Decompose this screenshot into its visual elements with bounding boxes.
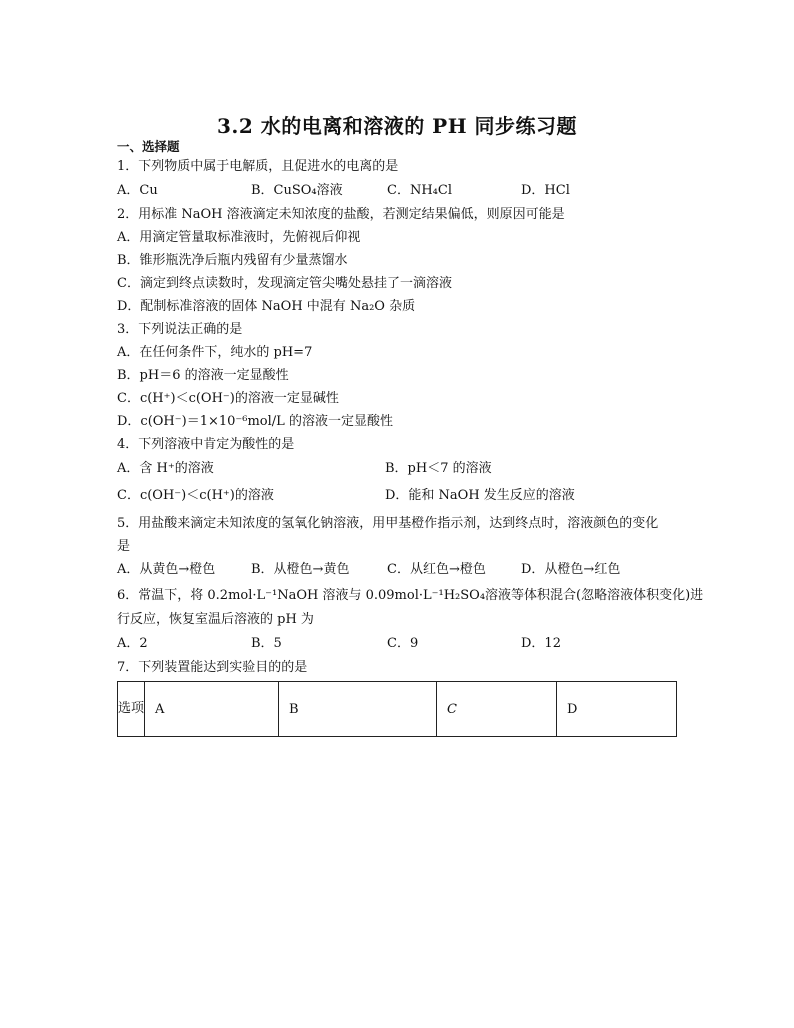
question-4-stem: 4．下列溶液中肯定为酸性的是 xyxy=(117,437,295,452)
question-1-option-c: C．NH₄Cl xyxy=(387,183,452,198)
question-2-stem: 2．用标准 NaOH 溶液滴定未知浓度的盐酸，若测定结果偏低，则原因可能是 xyxy=(117,207,565,222)
question-2-option-b: B．锥形瓶洗净后瓶内残留有少量蒸馏水 xyxy=(117,253,348,268)
question-4-option-c: C．c(OH⁻)＜c(H⁺)的溶液 xyxy=(117,488,274,503)
question-6-option-b: B．5 xyxy=(251,636,282,651)
question-2-option-c: C．滴定到终点读数时，发现滴定管尖嘴处悬挂了一滴溶液 xyxy=(117,276,452,291)
question-4-option-b: B．pH＜7 的溶液 xyxy=(385,461,492,476)
question-7-stem: 7．下列装置能达到实验目的的是 xyxy=(117,660,308,675)
options-table xyxy=(117,681,677,737)
question-5-option-a: A．从黄色→橙色 xyxy=(117,562,216,577)
question-1-option-d: D．HCl xyxy=(521,183,570,198)
question-6-option-a: A．2 xyxy=(117,636,148,651)
question-3-option-a: A．在任何条件下，纯水的 pH=7 xyxy=(117,345,313,360)
question-1-option-b: B．CuSO₄溶液 xyxy=(251,183,343,198)
question-4-option-a: A．含 H⁺的溶液 xyxy=(117,461,214,476)
table-cell-d: D xyxy=(567,701,578,717)
table-cell-a: A xyxy=(145,682,279,736)
question-5-option-b: B．从橙色→黄色 xyxy=(251,562,350,577)
table-cell-b: B xyxy=(279,682,437,736)
question-2-option-d: D．配制标准溶液的固体 NaOH 中混有 Na₂O 杂质 xyxy=(117,299,416,314)
question-3-stem: 3．下列说法正确的是 xyxy=(117,322,243,337)
section-heading: 一、选择题 xyxy=(117,139,180,154)
question-6-option-d: D．12 xyxy=(521,636,561,651)
question-3-option-c: C．c(H⁺)＜c(OH⁻)的溶液一定显碱性 xyxy=(117,391,339,406)
question-6-stem-line2: 行反应，恢复室温后溶液的 pH 为 xyxy=(117,612,314,627)
question-2-option-a: A．用滴定管量取标准液时，先俯视后仰视 xyxy=(117,230,361,245)
question-3-option-d: D．c(OH⁻)＝1×10⁻⁶mol/L 的溶液一定显酸性 xyxy=(117,414,393,429)
question-5-stem-line2: 是 xyxy=(117,539,131,554)
table-cell-c: C xyxy=(437,682,557,736)
question-6-stem-line1: 6．常温下，将 0.2mol·L⁻¹NaOH 溶液与 0.09mol·L⁻¹H₂SO₄溶液等体积混合(忽略溶液体积变化)进 xyxy=(117,588,704,603)
page-title: 3.2 水的电离和溶液的 PH 同步练习题 xyxy=(216,114,578,138)
question-1-option-a: A．Cu xyxy=(117,183,158,198)
question-5-option-c: C．从红色→橙色 xyxy=(387,562,486,577)
question-3-option-b: B．pH＝6 的溶液一定显酸性 xyxy=(117,368,289,383)
question-4-option-d: D．能和 NaOH 发生反应的溶液 xyxy=(385,488,575,503)
question-5-option-d: D．从橙色→红色 xyxy=(521,562,621,577)
table-header-cell: 选项 xyxy=(118,682,145,736)
question-5-stem-line1: 5．用盐酸来滴定未知浓度的氢氧化钠溶液，用甲基橙作指示剂，达到终点时，溶液颜色的变化 xyxy=(117,516,659,531)
question-1-stem: 1．下列物质中属于电解质，且促进水的电离的是 xyxy=(117,159,399,174)
question-6-option-c: C．9 xyxy=(387,636,419,651)
